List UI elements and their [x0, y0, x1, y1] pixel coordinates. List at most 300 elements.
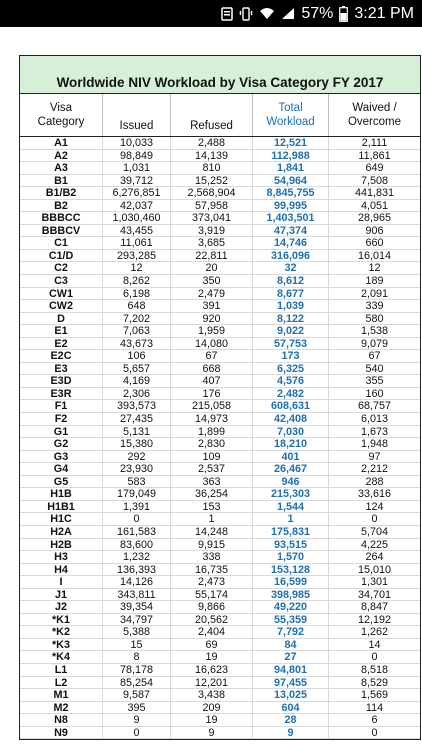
- table-row: [20, 601, 420, 614]
- issued-cell: 15: [102, 639, 170, 651]
- issued-cell: 583: [102, 476, 170, 488]
- refused-cell: 55,174: [170, 589, 252, 601]
- issued-cell: 8,262: [102, 275, 170, 287]
- refused-cell: 407: [170, 375, 252, 387]
- issued-cell: 0: [102, 513, 170, 525]
- issued-cell: 85,254: [102, 677, 170, 689]
- total-workload-cell: 604: [252, 702, 328, 714]
- waived-cell: 9,079: [328, 338, 420, 350]
- issued-cell: 43,455: [102, 225, 170, 237]
- issued-cell: 6,198: [102, 288, 170, 300]
- total-workload-cell: 6,325: [252, 363, 328, 375]
- issued-cell: 292: [102, 451, 170, 463]
- table-row: [20, 162, 420, 175]
- issued-cell: 8: [102, 651, 170, 663]
- issued-cell: 179,049: [102, 488, 170, 500]
- issued-cell: 2,306: [102, 388, 170, 400]
- issued-cell: 4,169: [102, 375, 170, 387]
- refused-cell: 20: [170, 262, 252, 274]
- refused-cell: 373,041: [170, 212, 252, 224]
- category-cell: G4: [53, 463, 69, 475]
- category-cell: C1: [54, 237, 68, 249]
- waived-cell: 0: [328, 651, 420, 663]
- refused-cell: 12,201: [170, 677, 252, 689]
- signal-icon: [281, 7, 295, 20]
- issued-cell: 78,178: [102, 664, 170, 676]
- category-cell: H1B: [50, 488, 72, 500]
- waived-cell: 8,518: [328, 664, 420, 676]
- waived-cell: 4,225: [328, 539, 420, 551]
- category-cell: A2: [54, 149, 68, 162]
- total-workload-cell: 27: [252, 651, 328, 663]
- total-workload-cell: 8,677: [252, 288, 328, 300]
- category-cell: E1: [54, 325, 68, 337]
- waived-cell: 264: [328, 551, 420, 563]
- refused-cell: 14,139: [170, 150, 252, 162]
- total-workload-cell: 2,482: [252, 388, 328, 400]
- category-cell: H2B: [50, 538, 72, 551]
- category-cell: N9: [54, 726, 68, 739]
- table-row: [20, 539, 420, 552]
- table-row: [20, 501, 420, 514]
- refused-cell: 2,537: [170, 463, 252, 475]
- table-row: [20, 451, 420, 464]
- issued-cell: 648: [102, 300, 170, 312]
- refused-cell: 1: [170, 513, 252, 525]
- refused-cell: 2,488: [170, 137, 252, 149]
- table-row: [20, 137, 420, 150]
- waived-cell: 189: [328, 275, 420, 287]
- category-cell: *K3: [51, 638, 70, 651]
- table-row: [20, 702, 420, 715]
- table-row: [20, 325, 420, 338]
- total-workload-cell: 1,039: [252, 300, 328, 312]
- refused-cell: 350: [170, 275, 252, 287]
- table-row: [20, 651, 420, 664]
- issued-cell: 23,930: [102, 463, 170, 475]
- table-row: [20, 677, 420, 690]
- table-row: [20, 564, 420, 577]
- header-refused: Refused: [170, 94, 252, 136]
- waived-cell: 288: [328, 476, 420, 488]
- issued-cell: 136,393: [102, 564, 170, 576]
- total-workload-cell: 99,995: [252, 200, 328, 212]
- refused-cell: 2,473: [170, 576, 252, 588]
- total-workload-cell: 97,455: [252, 677, 328, 689]
- waived-cell: 2,111: [328, 137, 420, 149]
- waived-cell: 8,847: [328, 601, 420, 613]
- table-row: [20, 513, 420, 526]
- category-cell: M2: [53, 701, 69, 714]
- total-workload-cell: 28: [252, 714, 328, 726]
- category-cell: G3: [53, 450, 69, 463]
- refused-cell: 16,735: [170, 564, 252, 576]
- waived-cell: 1,301: [328, 576, 420, 588]
- header-total-line1: Total: [278, 102, 303, 114]
- waived-cell: 8,529: [328, 677, 420, 689]
- header-category: [20, 94, 102, 136]
- category-cell: C2: [54, 262, 68, 275]
- waived-cell: 160: [328, 388, 420, 400]
- issued-cell: 1,232: [102, 551, 170, 563]
- total-workload-cell: 49,220: [252, 601, 328, 613]
- issued-cell: 343,811: [102, 589, 170, 601]
- table-row: [20, 237, 420, 250]
- category-cell: G5: [53, 475, 69, 488]
- total-workload-cell: 8,122: [252, 313, 328, 325]
- table-row: [20, 639, 420, 652]
- waived-cell: 33,616: [328, 488, 420, 500]
- table-row: [20, 626, 420, 639]
- header-waived-overcome: [328, 94, 420, 136]
- total-workload-cell: 42,408: [252, 413, 328, 425]
- table-row: [20, 288, 420, 301]
- refused-cell: 363: [170, 476, 252, 488]
- waived-cell: 540: [328, 363, 420, 375]
- table-row: [20, 413, 420, 426]
- table-row: [20, 589, 420, 602]
- refused-cell: 36,254: [170, 488, 252, 500]
- table-row: [20, 262, 420, 275]
- waived-cell: 0: [328, 727, 420, 739]
- refused-cell: 2,568,904: [170, 187, 252, 199]
- table-row: [20, 200, 420, 213]
- category-cell: C1/D: [48, 249, 74, 262]
- table-row: [20, 476, 420, 489]
- waived-cell: 15,010: [328, 564, 420, 576]
- category-cell: J2: [54, 601, 67, 613]
- total-workload-cell: 54,964: [252, 175, 328, 187]
- category-cell: F2: [54, 413, 68, 425]
- workload-table: [19, 55, 421, 740]
- total-workload-cell: 4,576: [252, 375, 328, 387]
- issued-cell: 1,391: [102, 501, 170, 513]
- table-row: [20, 225, 420, 238]
- refused-cell: 668: [170, 363, 252, 375]
- waived-cell: 5,704: [328, 526, 420, 538]
- table-row: [20, 488, 420, 501]
- total-workload-cell: 9,022: [252, 325, 328, 337]
- waived-cell: 97: [328, 451, 420, 463]
- table-row: [20, 212, 420, 225]
- issued-cell: 42,037: [102, 200, 170, 212]
- table-row: [20, 526, 420, 539]
- waived-cell: 1,262: [328, 626, 420, 638]
- category-cell: A1: [54, 137, 68, 149]
- table-row: [20, 388, 420, 401]
- table-row: [20, 576, 420, 589]
- category-cell: F1: [54, 400, 68, 413]
- header-category-line1: Visa: [49, 102, 73, 114]
- table-row: [20, 150, 420, 163]
- category-cell: N8: [54, 714, 68, 726]
- table-row: [20, 363, 420, 376]
- issued-cell: 6,276,851: [102, 187, 170, 199]
- table-row: [20, 689, 420, 702]
- issued-cell: 11,061: [102, 237, 170, 249]
- category-cell: E3D: [50, 375, 72, 387]
- category-cell: BBBCV: [41, 224, 81, 237]
- total-workload-cell: 57,753: [252, 338, 328, 350]
- table-row: [20, 551, 420, 564]
- category-cell: *K2: [51, 626, 70, 638]
- notification-icon: [221, 7, 233, 21]
- category-cell: I: [59, 576, 63, 588]
- category-cell: H3: [54, 551, 68, 563]
- issued-cell: 15,380: [102, 438, 170, 450]
- total-workload-cell: 946: [252, 476, 328, 488]
- total-workload-cell: 94,801: [252, 664, 328, 676]
- total-workload-cell: 1: [252, 513, 328, 525]
- waived-cell: 34,701: [328, 589, 420, 601]
- refused-cell: 57,958: [170, 200, 252, 212]
- battery-icon: [339, 6, 348, 22]
- wifi-icon: [259, 7, 275, 20]
- refused-cell: 22,811: [170, 250, 252, 262]
- table-header: [20, 94, 420, 137]
- category-cell: B2: [54, 199, 68, 212]
- table-row: [20, 250, 420, 263]
- total-workload-cell: 8,612: [252, 275, 328, 287]
- header-issued: Issued: [102, 94, 170, 136]
- table-row: [20, 338, 420, 351]
- category-cell: M1: [53, 689, 69, 701]
- issued-cell: 9,587: [102, 689, 170, 701]
- total-workload-cell: 316,096: [252, 250, 328, 262]
- waived-cell: 67: [328, 350, 420, 362]
- waived-cell: 0: [328, 513, 420, 525]
- issued-cell: 7,063: [102, 325, 170, 337]
- waived-cell: 6: [328, 714, 420, 726]
- table-row: [20, 275, 420, 288]
- header-category-line2: Category: [37, 116, 85, 128]
- category-cell: E2C: [50, 350, 72, 362]
- issued-cell: 83,600: [102, 539, 170, 551]
- category-cell: D: [57, 312, 65, 325]
- total-workload-cell: 608,631: [252, 400, 328, 412]
- header-total-line2: Workload: [266, 116, 315, 128]
- total-workload-cell: 1,570: [252, 551, 328, 563]
- refused-cell: 2,830: [170, 438, 252, 450]
- table-row: [20, 463, 420, 476]
- issued-cell: 161,583: [102, 526, 170, 538]
- refused-cell: 69: [170, 639, 252, 651]
- total-workload-cell: 153,128: [252, 564, 328, 576]
- total-workload-cell: 112,988: [252, 150, 328, 162]
- table-row: [20, 438, 420, 451]
- refused-cell: 3,685: [170, 237, 252, 249]
- issued-cell: 34,797: [102, 614, 170, 626]
- category-cell: E3: [54, 362, 68, 375]
- category-cell: BBBCC: [41, 212, 81, 224]
- total-workload-cell: 175,831: [252, 526, 328, 538]
- issued-cell: 39,354: [102, 601, 170, 613]
- category-cell: B1: [54, 174, 68, 187]
- waived-cell: 16,014: [328, 250, 420, 262]
- issued-cell: 10,033: [102, 137, 170, 149]
- battery-percent: 57%: [301, 4, 334, 22]
- total-workload-cell: 16,599: [252, 576, 328, 588]
- issued-cell: 98,849: [102, 150, 170, 162]
- category-cell: J1: [54, 588, 67, 601]
- total-workload-cell: 7,030: [252, 426, 328, 438]
- category-cell: L1: [54, 663, 68, 676]
- issued-cell: 39,712: [102, 175, 170, 187]
- category-cell: H4: [54, 563, 68, 576]
- refused-cell: 2,479: [170, 288, 252, 300]
- table-row: [20, 313, 420, 326]
- issued-cell: 7,202: [102, 313, 170, 325]
- refused-cell: 9,866: [170, 601, 252, 613]
- refused-cell: 20,562: [170, 614, 252, 626]
- category-cell: CW1: [49, 287, 73, 300]
- total-workload-cell: 8,845,755: [252, 187, 328, 199]
- category-cell: G2: [53, 438, 69, 450]
- total-workload-cell: 13,025: [252, 689, 328, 701]
- issued-cell: 14,126: [102, 576, 170, 588]
- refused-cell: 1,959: [170, 325, 252, 337]
- total-workload-cell: 398,985: [252, 589, 328, 601]
- waived-cell: 1,538: [328, 325, 420, 337]
- refused-cell: 19: [170, 651, 252, 663]
- waived-cell: 124: [328, 501, 420, 513]
- total-workload-cell: 1,841: [252, 162, 328, 174]
- refused-cell: 9,915: [170, 539, 252, 551]
- total-workload-cell: 173: [252, 350, 328, 362]
- issued-cell: 5,388: [102, 626, 170, 638]
- total-workload-cell: 47,374: [252, 225, 328, 237]
- waived-cell: 649: [328, 162, 420, 174]
- refused-cell: 3,438: [170, 689, 252, 701]
- category-cell: C3: [54, 275, 68, 287]
- issued-cell: 1,031: [102, 162, 170, 174]
- waived-cell: 906: [328, 225, 420, 237]
- table-row: [20, 664, 420, 677]
- category-cell: A3: [54, 162, 68, 174]
- refused-cell: 1,899: [170, 426, 252, 438]
- waived-cell: 580: [328, 313, 420, 325]
- total-workload-cell: 1,544: [252, 501, 328, 513]
- table-row: [20, 714, 420, 727]
- waived-cell: 14: [328, 639, 420, 651]
- table-row: [20, 187, 420, 200]
- refused-cell: 2,404: [170, 626, 252, 638]
- waived-cell: 355: [328, 375, 420, 387]
- refused-cell: 67: [170, 350, 252, 362]
- waived-cell: 28,965: [328, 212, 420, 224]
- category-cell: L2: [54, 676, 68, 689]
- refused-cell: 14,080: [170, 338, 252, 350]
- issued-cell: 1,030,460: [102, 212, 170, 224]
- waived-cell: 12,192: [328, 614, 420, 626]
- total-workload-cell: 12,521: [252, 137, 328, 149]
- issued-cell: 5,657: [102, 363, 170, 375]
- refused-cell: 391: [170, 300, 252, 312]
- table-row: [20, 375, 420, 388]
- total-workload-cell: 14,746: [252, 237, 328, 249]
- refused-cell: 810: [170, 162, 252, 174]
- total-workload-cell: 1,403,501: [252, 212, 328, 224]
- issued-cell: 395: [102, 702, 170, 714]
- header-waived-line2: Overcome: [347, 116, 402, 128]
- waived-cell: 68,757: [328, 400, 420, 412]
- refused-cell: 338: [170, 551, 252, 563]
- vibrate-icon: [239, 7, 253, 21]
- table-row: [20, 727, 420, 740]
- table-row: [20, 614, 420, 627]
- refused-cell: 209: [170, 702, 252, 714]
- total-workload-cell: 26,467: [252, 463, 328, 475]
- category-cell: E3R: [50, 387, 72, 400]
- table-row: [20, 400, 420, 413]
- issued-cell: 9: [102, 714, 170, 726]
- table-body: [20, 137, 420, 739]
- refused-cell: 15,252: [170, 175, 252, 187]
- issued-cell: 12: [102, 262, 170, 274]
- waived-cell: 6,013: [328, 413, 420, 425]
- total-workload-cell: 93,515: [252, 539, 328, 551]
- issued-cell: 5,131: [102, 426, 170, 438]
- refused-cell: 14,248: [170, 526, 252, 538]
- refused-cell: 920: [170, 313, 252, 325]
- status-bar: [0, 0, 422, 27]
- waived-cell: 1,673: [328, 426, 420, 438]
- refused-cell: 153: [170, 501, 252, 513]
- waived-cell: 4,051: [328, 200, 420, 212]
- refused-cell: 9: [170, 727, 252, 739]
- waived-cell: 1,948: [328, 438, 420, 450]
- table-row: [20, 175, 420, 188]
- refused-cell: 14,973: [170, 413, 252, 425]
- header-waived-line1: Waived /: [352, 102, 397, 114]
- waived-cell: 2,212: [328, 463, 420, 475]
- category-cell: G1: [53, 425, 69, 438]
- category-cell: H1B1: [47, 500, 75, 513]
- total-workload-cell: 7,792: [252, 626, 328, 638]
- total-workload-cell: 55,359: [252, 614, 328, 626]
- waived-cell: 1,569: [328, 689, 420, 701]
- waived-cell: 441,831: [328, 187, 420, 199]
- table-row: [20, 426, 420, 439]
- category-cell: *K1: [51, 613, 70, 626]
- total-workload-cell: 84: [252, 639, 328, 651]
- waived-cell: 114: [328, 702, 420, 714]
- issued-cell: 43,673: [102, 338, 170, 350]
- refused-cell: 19: [170, 714, 252, 726]
- waived-cell: 12: [328, 262, 420, 274]
- clock: 3:21 PM: [354, 4, 414, 22]
- refused-cell: 176: [170, 388, 252, 400]
- table-row: [20, 300, 420, 313]
- category-cell: H2A: [50, 525, 72, 538]
- category-cell: B1/B2: [45, 187, 77, 199]
- category-cell: H1C: [50, 513, 72, 525]
- table-row: [20, 350, 420, 363]
- category-cell: E2: [54, 337, 68, 350]
- header-total-workload: [252, 94, 328, 136]
- refused-cell: 109: [170, 451, 252, 463]
- issued-cell: 27,435: [102, 413, 170, 425]
- issued-cell: 106: [102, 350, 170, 362]
- category-cell: *K4: [51, 651, 70, 663]
- refused-cell: 16,623: [170, 664, 252, 676]
- total-workload-cell: 215,303: [252, 488, 328, 500]
- total-workload-cell: 9: [252, 727, 328, 739]
- total-workload-cell: 18,210: [252, 438, 328, 450]
- total-workload-cell: 401: [252, 451, 328, 463]
- waived-cell: 7,508: [328, 175, 420, 187]
- refused-cell: 215,058: [170, 400, 252, 412]
